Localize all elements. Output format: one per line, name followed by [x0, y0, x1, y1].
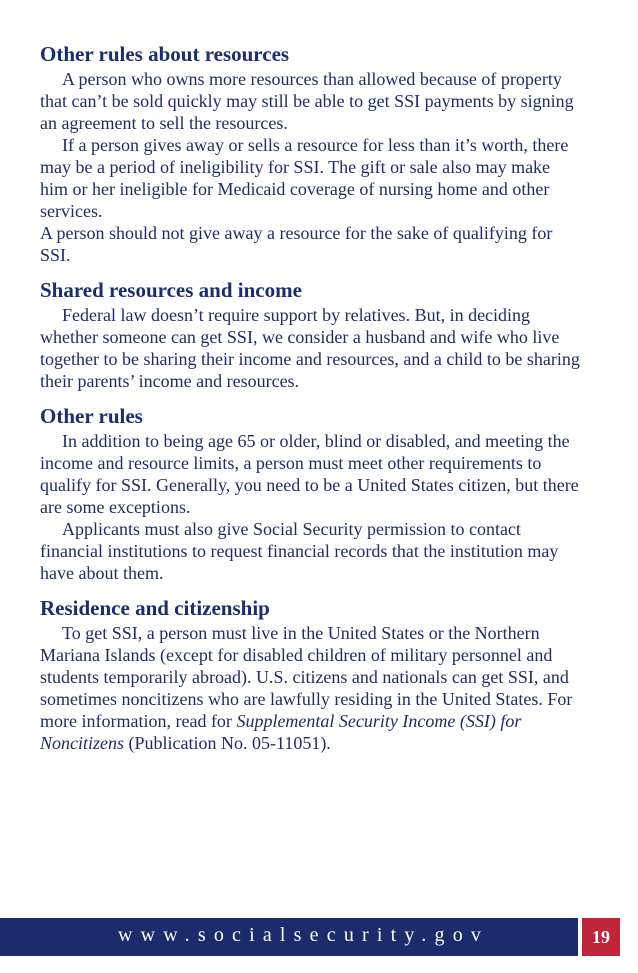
residence-text: To get SSI, a person must live in the United States or the Northern Mariana Islands (except for disabled children of military personnel and students temporarily abroad). U.S. citizens and nationals can get SSI, and sometimes noncitizens who are lawfully residing in the United States. For more information, read for: [40, 623, 573, 731]
heading-other-rules: Other rules: [40, 404, 143, 428]
heading-shared-resources: Shared resources and income: [40, 278, 302, 302]
paragraph-other-requirements: In addition to being age 65 or older, blind or disabled, and meeting the income and resource limits, a person must meet other requirements to qualify for SSI. Generally, you need to be a United States citizen, but there are some exceptions.: [40, 431, 579, 517]
page-number-badge: 19: [582, 918, 620, 956]
page-content: [40, 40, 580, 754]
heading-residence-citizenship: Residence and citizenship: [40, 596, 270, 620]
paragraph-resources-warning: A person should not give away a resource for the sake of qualifying for SSI.: [40, 223, 553, 265]
publication-title[interactable]: Supplemental Security Income (SSI) for Noncitizens: [40, 711, 522, 753]
paragraph-resources-agreement: A person who owns more resources than allowed because of property that can’t be sold quickly may still be able to get SSI payments by signing an agreement to sell the resources.: [40, 69, 574, 133]
page-footer: [0, 918, 638, 956]
footer-bar: [0, 918, 578, 956]
publication-reference: (Publication No. 05-11051).: [128, 733, 331, 753]
website-link[interactable]: www.socialsecurity.gov: [118, 924, 490, 946]
paragraph-resources-ineligibility: If a person gives away or sells a resource for less than it’s worth, there may be a period of ineligibility for SSI. The gift or sale also may make him or her ineligible for Medicaid coverage of nursing home and other services.: [40, 135, 569, 221]
heading-other-rules-about-resources: Other rules about resources: [40, 42, 290, 66]
paragraph-financial-permission: Applicants must also give Social Security permission to contact financial institutions to request financial records that the institution may have about them.: [40, 519, 559, 583]
paragraph-shared-resources: Federal law doesn’t require support by relatives. But, in deciding whether someone can get SSI, we consider a husband and wife who live together to be sharing their income and resources, and a child to be sharing their parents’ income and resources.: [40, 305, 580, 391]
paragraph-residence: [40, 622, 580, 754]
